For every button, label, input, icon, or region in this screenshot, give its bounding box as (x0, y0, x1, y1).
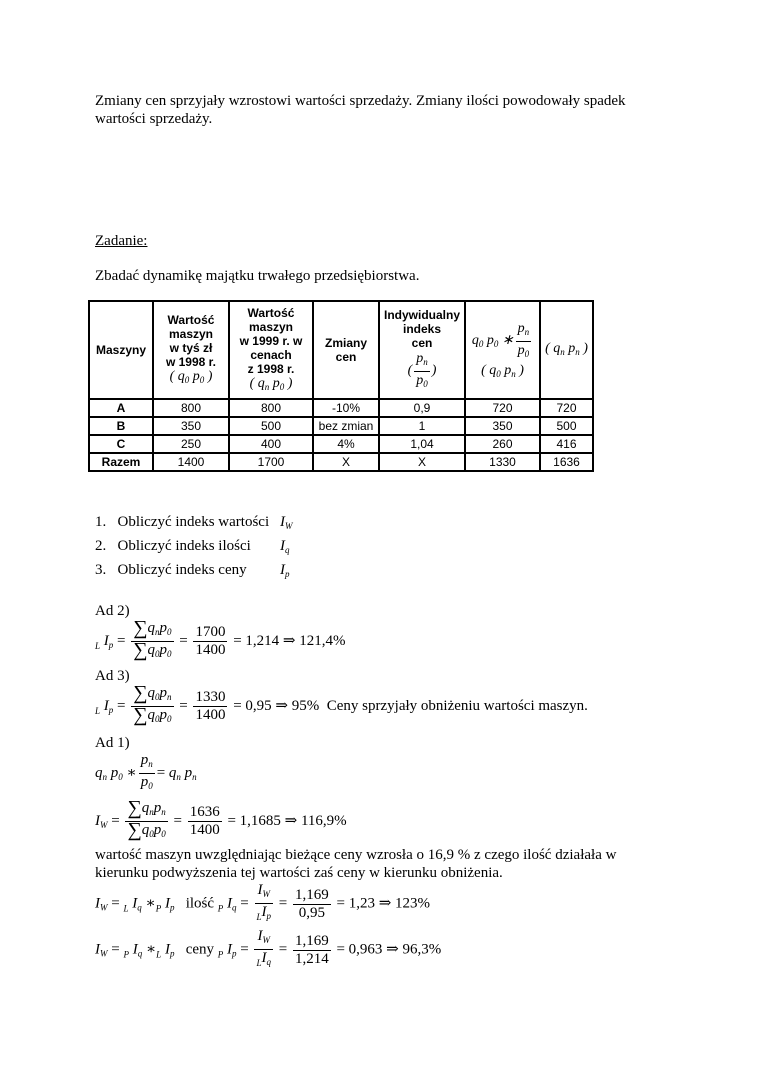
list-item-1: 1. Obliczyć indeks wartości $I_W$ (95, 514, 293, 531)
cell-v1999: 500 (229, 417, 313, 435)
eq1-formula: $I_W = _L$ $I_q$ $∗_P$ $I_p$ ilość $_P$ $I_q$ = $\frac{I_W}{_LI_p}$ = $\frac{1,169}{0,95}$ = 1,23 ⇒ 123% (95, 882, 431, 922)
ad1-identity: $q_n$ $p_0$ ∗ $\frac{p_n}{p_0}$ = $q_n$ $p_n$ (95, 752, 197, 791)
cell-q0pn: 350 (465, 417, 540, 435)
cell-v1999: 800 (229, 399, 313, 417)
ad1-label: Ad 1) (95, 735, 130, 751)
ad2-result: = 1,214 ⇒ 121,4% (233, 632, 346, 649)
cell-index: X (379, 453, 465, 471)
intro-line-1: Zmiany cen sprzyjały wzrostowi wartości sprzedaży. Zmiany ilości powodowały spadek (95, 93, 626, 109)
ad2-numerator: 1700 (195, 624, 226, 640)
list-item-2: 2. Obliczyć indeks ilości $I_q$ (95, 538, 290, 555)
eq1-numerator: 1,169 (294, 886, 329, 903)
ad2-denominator: 1400 (195, 642, 226, 658)
eq1-denominator: 0,95 (298, 904, 325, 921)
header-price-index: Indywidualny indeks cen ( $\frac{p_n}{p_0}$ ) (379, 301, 465, 399)
ad1-result: = 1,1685 ⇒ 116,9% (227, 812, 347, 829)
ad3-formula: $_L$ $I_p$ = $\frac{\sum q_0p_n}{\sum q_0p_0}$ = $\frac{1330}{1400}$ = 0,95 ⇒ 95% Ceny sprzyjały obniżeniu wartości maszyn. (95, 682, 588, 726)
cell-v1999: 1700 (229, 453, 313, 471)
header-q0p0-pn-p0: $q_0$ $p_0$ ∗ $\frac{p_n}{p_0}$ ( $q_0$ $p_n$ ) (465, 301, 540, 399)
cell-v1999: 400 (229, 435, 313, 453)
cell-v1998: 350 (153, 417, 229, 435)
ad3-numerator: 1330 (195, 689, 226, 705)
conclusion-line-2: kierunku podwyższenia tej wartości zaś ceny w kierunku obniżenia. (95, 865, 503, 881)
cell-qnpn: 1636 (540, 453, 593, 471)
row-name: C (89, 435, 153, 453)
header-price-change: Zmiany cen (313, 301, 379, 399)
cell-change: bez zmian (313, 417, 379, 435)
cell-q0pn: 260 (465, 435, 540, 453)
row-name: A (89, 399, 153, 417)
intro-line-2: wartości sprzedaży. (95, 111, 213, 127)
data-table (88, 300, 594, 472)
cell-change: X (313, 453, 379, 471)
cell-change: 4% (313, 435, 379, 453)
cell-q0pn: 720 (465, 399, 540, 417)
table-row (89, 399, 593, 417)
table-row (89, 417, 593, 435)
eq2-result: = 0,963 ⇒ 96,3% (336, 941, 442, 958)
ad1-formula: $I_W$ = $\frac{\sum q_np_n}{\sum q_0p_0}$ = $\frac{1636}{1400}$ = 1,1685 ⇒ 116,9% (95, 797, 347, 841)
task-text: Zbadać dynamikę majątku trwałego przedsiębiorstwa. (95, 268, 420, 284)
header-value-1999: Wartość maszyn w 1999 r. w cenach z 1998 r. ( $q_n$ $p_0$ ) (229, 301, 313, 399)
table-row-total (89, 453, 593, 471)
cell-qnpn: 416 (540, 435, 593, 453)
ad3-denominator: 1400 (195, 707, 226, 723)
cell-v1998: 250 (153, 435, 229, 453)
ad1-denominator: 1400 (189, 822, 220, 838)
eq2-word: ceny (185, 941, 215, 958)
list-item-3: 3. Obliczyć indeks ceny $I_p$ (95, 562, 290, 579)
eq2-denominator: 1,214 (294, 950, 329, 967)
row-name: B (89, 417, 153, 435)
cell-qnpn: 720 (540, 399, 593, 417)
cell-index: 1 (379, 417, 465, 435)
cell-qnpn: 500 (540, 417, 593, 435)
task-heading: Zadanie: (95, 233, 148, 249)
eq2-numerator: 1,169 (294, 932, 329, 949)
cell-index: 1,04 (379, 435, 465, 453)
header-machines: Maszyny (89, 301, 153, 399)
cell-index: 0,9 (379, 399, 465, 417)
row-name: Razem (89, 453, 153, 471)
eq1-word: ilość (185, 895, 215, 912)
ad2-label: Ad 2) (95, 603, 130, 619)
table-header-row (89, 301, 593, 399)
eq1-result: = 1,23 ⇒ 123% (336, 895, 431, 912)
cell-q0pn: 1330 (465, 453, 540, 471)
cell-v1998: 800 (153, 399, 229, 417)
cell-v1998: 1400 (153, 453, 229, 471)
table-row (89, 435, 593, 453)
header-value-1998: Wartość maszyn w tyś zł w 1998 r. ( $q_0$ $p_0$ ) (153, 301, 229, 399)
eq2-formula: $I_W = _P$ $I_q$ $∗_L$ $I_p$ ceny $_P$ $I_p$ = $\frac{I_W}{_LI_q}$ = $\frac{1,169}{1,214}$ = 0,963 ⇒ 96,3% (95, 928, 442, 968)
ad3-comment: Ceny sprzyjały obniżeniu wartości maszyn. (326, 697, 588, 714)
cell-change: -10% (313, 399, 379, 417)
header-qnpn: ( $q_n$ $p_n$ ) (540, 301, 593, 399)
ad1-numerator: 1636 (189, 804, 220, 820)
ad3-result: = 0,95 ⇒ 95% (233, 697, 320, 714)
conclusion-line-1: wartość maszyn uwzględniając bieżące ceny wzrosła o 16,9 % z czego ilość działała w (95, 847, 617, 863)
ad2-formula: $_L$ $I_p$ = $\frac{\sum q_np_0}{\sum q_0p_0}$ = $\frac{1700}{1400}$ = 1,214 ⇒ 121,4% (95, 617, 346, 661)
ad3-label: Ad 3) (95, 668, 130, 684)
